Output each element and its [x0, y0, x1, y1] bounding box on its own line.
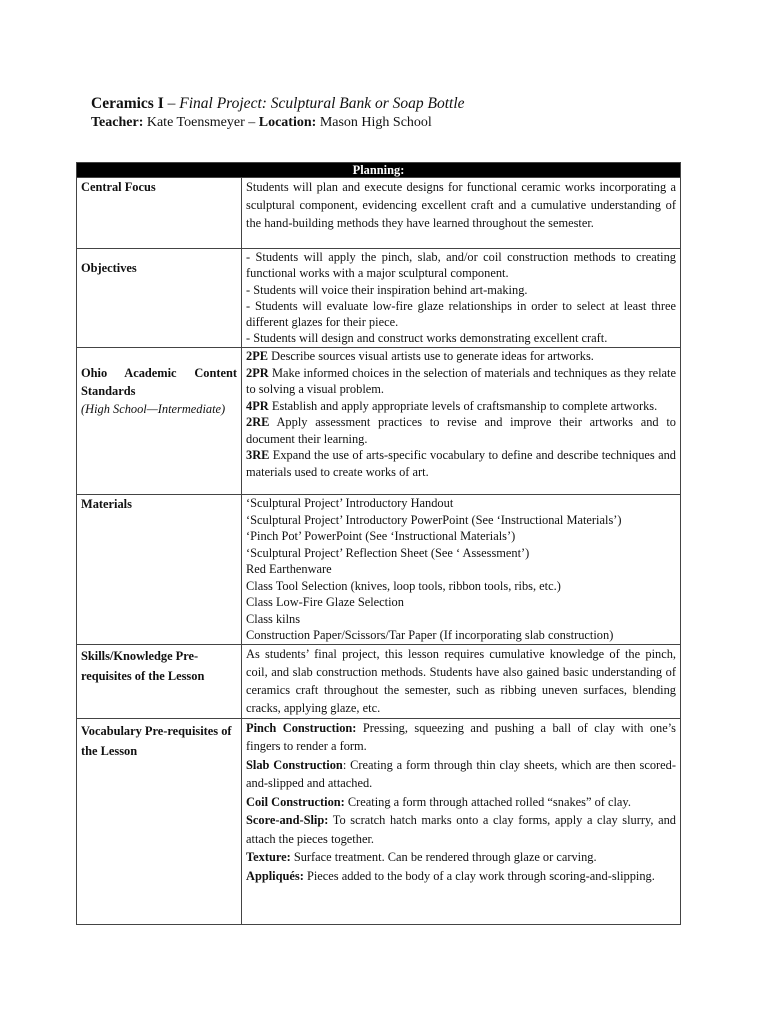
location-name: Mason High School	[319, 115, 432, 130]
material-item: Class kilns	[246, 611, 301, 626]
objectives-cell	[242, 249, 681, 348]
standards-label-cell	[77, 348, 242, 495]
standard-item: 2RE Apply assessment practices to revise and improve their artworks and to document their learning.	[246, 415, 676, 446]
vocab-item: Appliqués: Pieces added to the body of a clay work through scoring-and-slipping.	[246, 868, 655, 883]
objectives-label: Objectives	[77, 249, 242, 348]
standard-code: 3RE	[246, 448, 270, 462]
standards-row	[77, 348, 681, 495]
materials-row	[77, 495, 681, 645]
vocab-item: Coil Construction: Creating a form through attached rolled “snakes” of clay.	[246, 794, 631, 809]
objectives-row	[77, 249, 681, 348]
material-item: Red Earthenware	[246, 562, 332, 576]
document-title	[91, 94, 465, 114]
vocabulary-label: Vocabulary Pre-requisites of the Lesson	[77, 718, 242, 924]
material-item: ‘Sculptural Project’ Reflection Sheet (See ‘ Assessment’)	[246, 545, 530, 560]
course-name: Ceramics I	[91, 95, 164, 112]
central-focus-row	[77, 178, 681, 249]
vocab-item: Slab Construction: Creating a form through thin clay sheets, which are then scored-and-slipped and attached.	[246, 757, 676, 790]
vocab-item: Pinch Construction: Pressing, squeezing and pushing a ball of clay with one’s fingers to render a form.	[246, 720, 677, 753]
material-item: ‘Pinch Pot’ PowerPoint (See ‘Instructional Materials’)	[246, 529, 516, 543]
material-item: Class Tool Selection (knives, loop tools, ribbon tools, ribs, etc.)	[246, 578, 561, 593]
materials-cell	[242, 495, 681, 645]
vocab-item: Texture: Surface treatment. Can be rendered through glaze or carving.	[246, 850, 597, 864]
objective-item: - Students will apply the pinch, slab, and/or coil construction methods to creating functional works with a major sculptural component.	[246, 250, 676, 281]
objective-item: - Students will voice their inspiration behind art-making.	[246, 282, 528, 297]
skills-row	[77, 644, 681, 718]
vocabulary-row	[77, 718, 681, 924]
central-focus-text: Students will plan and execute designs for functional ceramic works incorporating a sculptural component, evidencing excellent craft and a cumulative understanding of the hand-building methods they have learned throughout the semester.	[242, 178, 681, 249]
document-subtitle: Teacher: Kate Toensmeyer – Location: Mason High School	[91, 115, 432, 130]
objective-item: - Students will design and construct works demonstrating excellent craft.	[246, 331, 608, 346]
standards-sublabel: (High School—Intermediate)	[81, 402, 226, 416]
material-item: Construction Paper/Scissors/Tar Paper (If incorporating slab construction)	[246, 628, 614, 642]
central-focus-label: Central Focus	[77, 178, 242, 249]
standard-item: 4PR Establish and apply appropriate levels of craftsmanship to complete artworks.	[246, 398, 658, 413]
material-item: ‘Sculptural Project’ Introductory PowerPoint (See ‘Instructional Materials’)	[246, 512, 622, 527]
vocab-term: Pinch Construction:	[246, 720, 357, 735]
vocab-term: Score-and-Slip:	[246, 813, 329, 827]
standard-code: 2PE	[246, 349, 269, 363]
skills-text: As students’ final project, this lesson requires cumulative knowledge of the pinch, coil, and slab construction methods. Students have also gained basic understanding of ceramics craft throughout the semester, such as ribbing uneven surfaces, blending cracks, applying glaze, etc.	[242, 644, 681, 718]
teacher-name: Kate Toensmeyer	[146, 115, 245, 130]
vocab-term: Slab Construction	[246, 757, 343, 772]
material-item: Class Low-Fire Glaze Selection	[246, 595, 404, 609]
standard-item: 2PR Make informed choices in the selection of materials and techniques as they relate to solving a visual problem.	[246, 365, 676, 396]
planning-header: Planning:	[77, 163, 681, 178]
project-name: Final Project: Sculptural Bank or Soap Bottle	[179, 95, 465, 112]
standard-code: 2RE	[246, 415, 270, 429]
material-item: ‘Sculptural Project’ Introductory Handout	[246, 496, 454, 510]
standard-code: 2PR	[246, 365, 269, 380]
standards-label: Ohio Academic Content Standards	[81, 366, 237, 398]
planning-table	[76, 162, 681, 925]
standard-item: 3RE Expand the use of arts-specific vocabulary to define and describe techniques and materials used to create works of art.	[246, 448, 676, 479]
title-dash: –	[163, 95, 180, 112]
skills-label: Skills/Knowledge Pre-requisites of the Lesson	[77, 644, 242, 718]
vocab-item: Score-and-Slip: To scratch hatch marks onto a clay forms, apply a clay slurry, and attach the pieces together.	[246, 813, 676, 846]
objective-item: - Students will evaluate low-fire glaze relationships in order to select at least three different glazes for their piece.	[246, 298, 676, 330]
teacher-label: Teacher:	[91, 115, 144, 130]
vocab-term: Appliqués:	[246, 868, 304, 883]
planning-header-row	[77, 163, 681, 178]
vocab-term: Coil Construction:	[246, 794, 345, 809]
vocabulary-cell	[242, 718, 681, 924]
vocab-term: Texture:	[246, 850, 291, 864]
standard-item: 2PE Describe sources visual artists use to generate ideas for artworks.	[246, 349, 594, 363]
standards-cell	[242, 348, 681, 495]
materials-label: Materials	[77, 495, 242, 645]
location-label: Location:	[258, 115, 317, 130]
standard-code: 4PR	[246, 398, 269, 413]
